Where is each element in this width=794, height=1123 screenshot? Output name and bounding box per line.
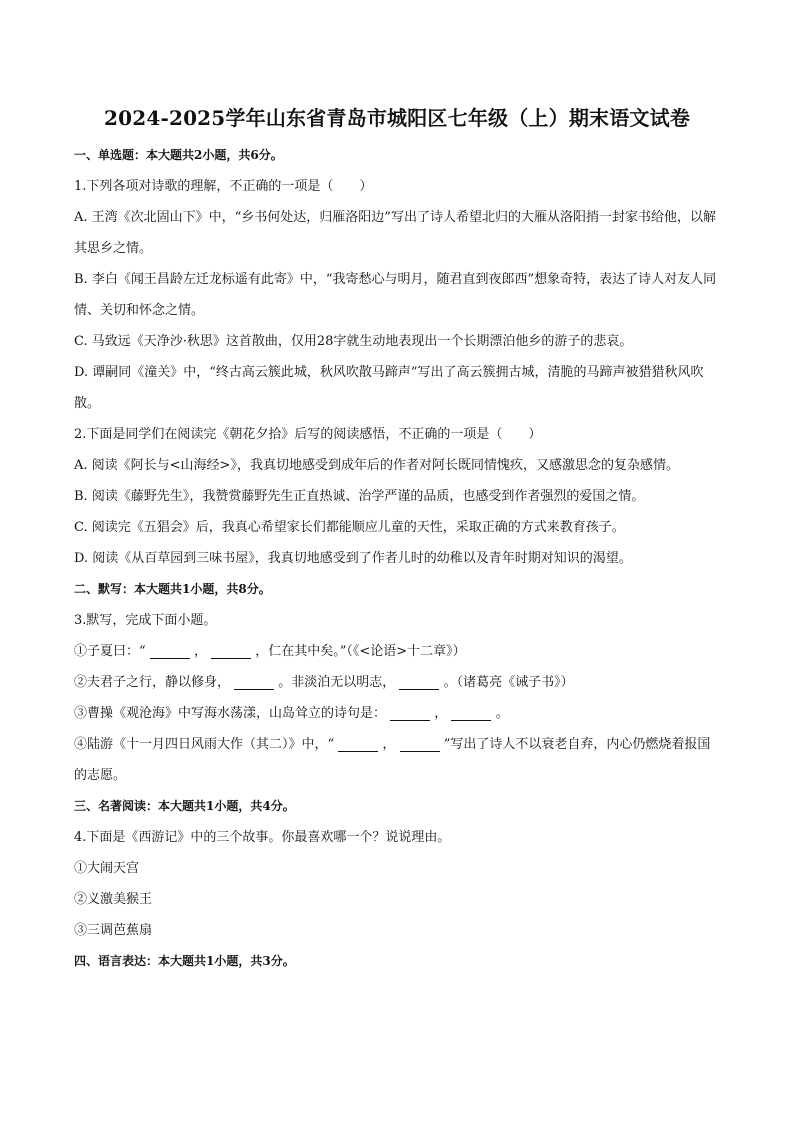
question-3: 3.默写，完成下面小题。: [74, 613, 217, 628]
answer-blank[interactable]: [400, 737, 440, 752]
q3-2-text-a: ②夫君子之行，静以修身，: [74, 675, 231, 690]
question-4-story-2: ②义激美猴王: [74, 892, 153, 907]
answer-blank[interactable]: [234, 675, 274, 690]
section-4-heading: 四、语言表达：本大题共1小题，共3分。: [74, 954, 295, 968]
question-1-option-c: C. 马致远《天净沙·秋思》这首散曲，仅用28字就生动地表现出一个长期漂泊他乡的游子的悲哀。: [74, 334, 633, 349]
answer-blank[interactable]: [451, 706, 491, 721]
question-3-item-3: [74, 698, 720, 729]
q3-4-text-b: ，: [382, 737, 396, 752]
question-1: 1.下列各项对诗歌的理解，不正确的一项是（ ）: [74, 179, 373, 194]
q3-3-text-a: ③曹操《观沧海》中写海水荡漾，山岛耸立的诗句是：: [74, 706, 387, 721]
q3-1-text-c: ，仁在其中矣。”（《<论语>十二章》）: [255, 644, 466, 659]
question-2: 2.下面是同学们在阅读完《朝花夕拾》后写的阅读感悟，不正确的一项是（ ）: [74, 427, 542, 442]
q3-3-text-b: ，: [434, 706, 448, 721]
question-3-item-4: [74, 729, 720, 791]
section-3-heading: 三、名著阅读：本大题共1小题，共4分。: [74, 799, 295, 813]
page-title: 2024-2025学年山东省青岛市城阳区七年级（上）期末语文试卷: [103, 106, 691, 130]
section-2-heading: 二、默写：本大题共1小题，共8分。: [74, 582, 271, 596]
question-4-story-1: ①大闹天宫: [74, 861, 140, 876]
q3-1-text-b: ，: [193, 644, 207, 659]
question-1-option-b: B. 李白《闻王昌龄左迁龙标遥有此寄》中，“我寄愁心与明月，随君直到夜郎西”想象奇特，表达了诗人对友人同情、关切和怀念之情。: [74, 272, 717, 318]
q3-1-text-a: ①子夏曰：“: [74, 644, 146, 659]
answer-blank[interactable]: [150, 644, 190, 659]
q3-3-text-c: 。: [495, 706, 509, 721]
question-2-option-a: A. 阅读《阿长与<山海经>》，我真切地感受到成年后的作者对阿长既同情愧疚，又感激思念的复杂感情。: [74, 458, 679, 473]
answer-blank[interactable]: [390, 706, 430, 721]
question-2-option-b: B. 阅读《藤野先生》，我赞赏藤野先生正直热诚、治学严谨的品质，也感受到作者强烈的爱国之情。: [74, 489, 645, 504]
q3-4-text-c: ”写出了诗人不以衰老自弃，内心仍燃烧着报国的志愿。: [74, 737, 711, 783]
question-4: 4.下面是《西游记》中的三个故事。你最喜欢哪一个？说说理由。: [74, 830, 451, 845]
answer-blank[interactable]: [399, 675, 439, 690]
section-1-heading: 一、单选题：本大题共2小题，共6分。: [74, 148, 283, 162]
answer-blank[interactable]: [338, 737, 378, 752]
question-4-story-3: ③三调芭蕉扇: [74, 923, 153, 938]
question-2-option-d: D. 阅读《从百草园到三味书屋》，我真切地感受到了作者儿时的幼稚以及青年时期对知识的渴望。: [74, 551, 632, 566]
q3-4-text-a: ④陆游《十一月四日风雨大作（其二）》中，“: [74, 737, 335, 752]
q3-2-text-b: 。非淡泊无以明志，: [278, 675, 396, 690]
question-3-item-2: [74, 667, 720, 698]
question-1-option-d: D. 谭嗣同《潼关》中，“终古高云簇此城，秋风吹散马蹄声”写出了高云簇拥古城，清脆的马蹄声被猎猎秋风吹散。: [74, 365, 704, 411]
question-1-option-a: A. 王湾《次北固山下》中，“乡书何处达，归雁洛阳边”写出了诗人希望北归的大雁从洛阳捎一封家书给他，以解其思乡之情。: [74, 210, 716, 256]
question-3-item-1: [74, 636, 720, 667]
q3-2-text-c: 。（诸葛亮《诫子书》）: [443, 675, 574, 690]
question-2-option-c: C. 阅读完《五猖会》后，我真心希望家长们都能顺应儿童的天性，采取正确的方式来教育孩子。: [74, 520, 625, 535]
answer-blank[interactable]: [211, 644, 251, 659]
